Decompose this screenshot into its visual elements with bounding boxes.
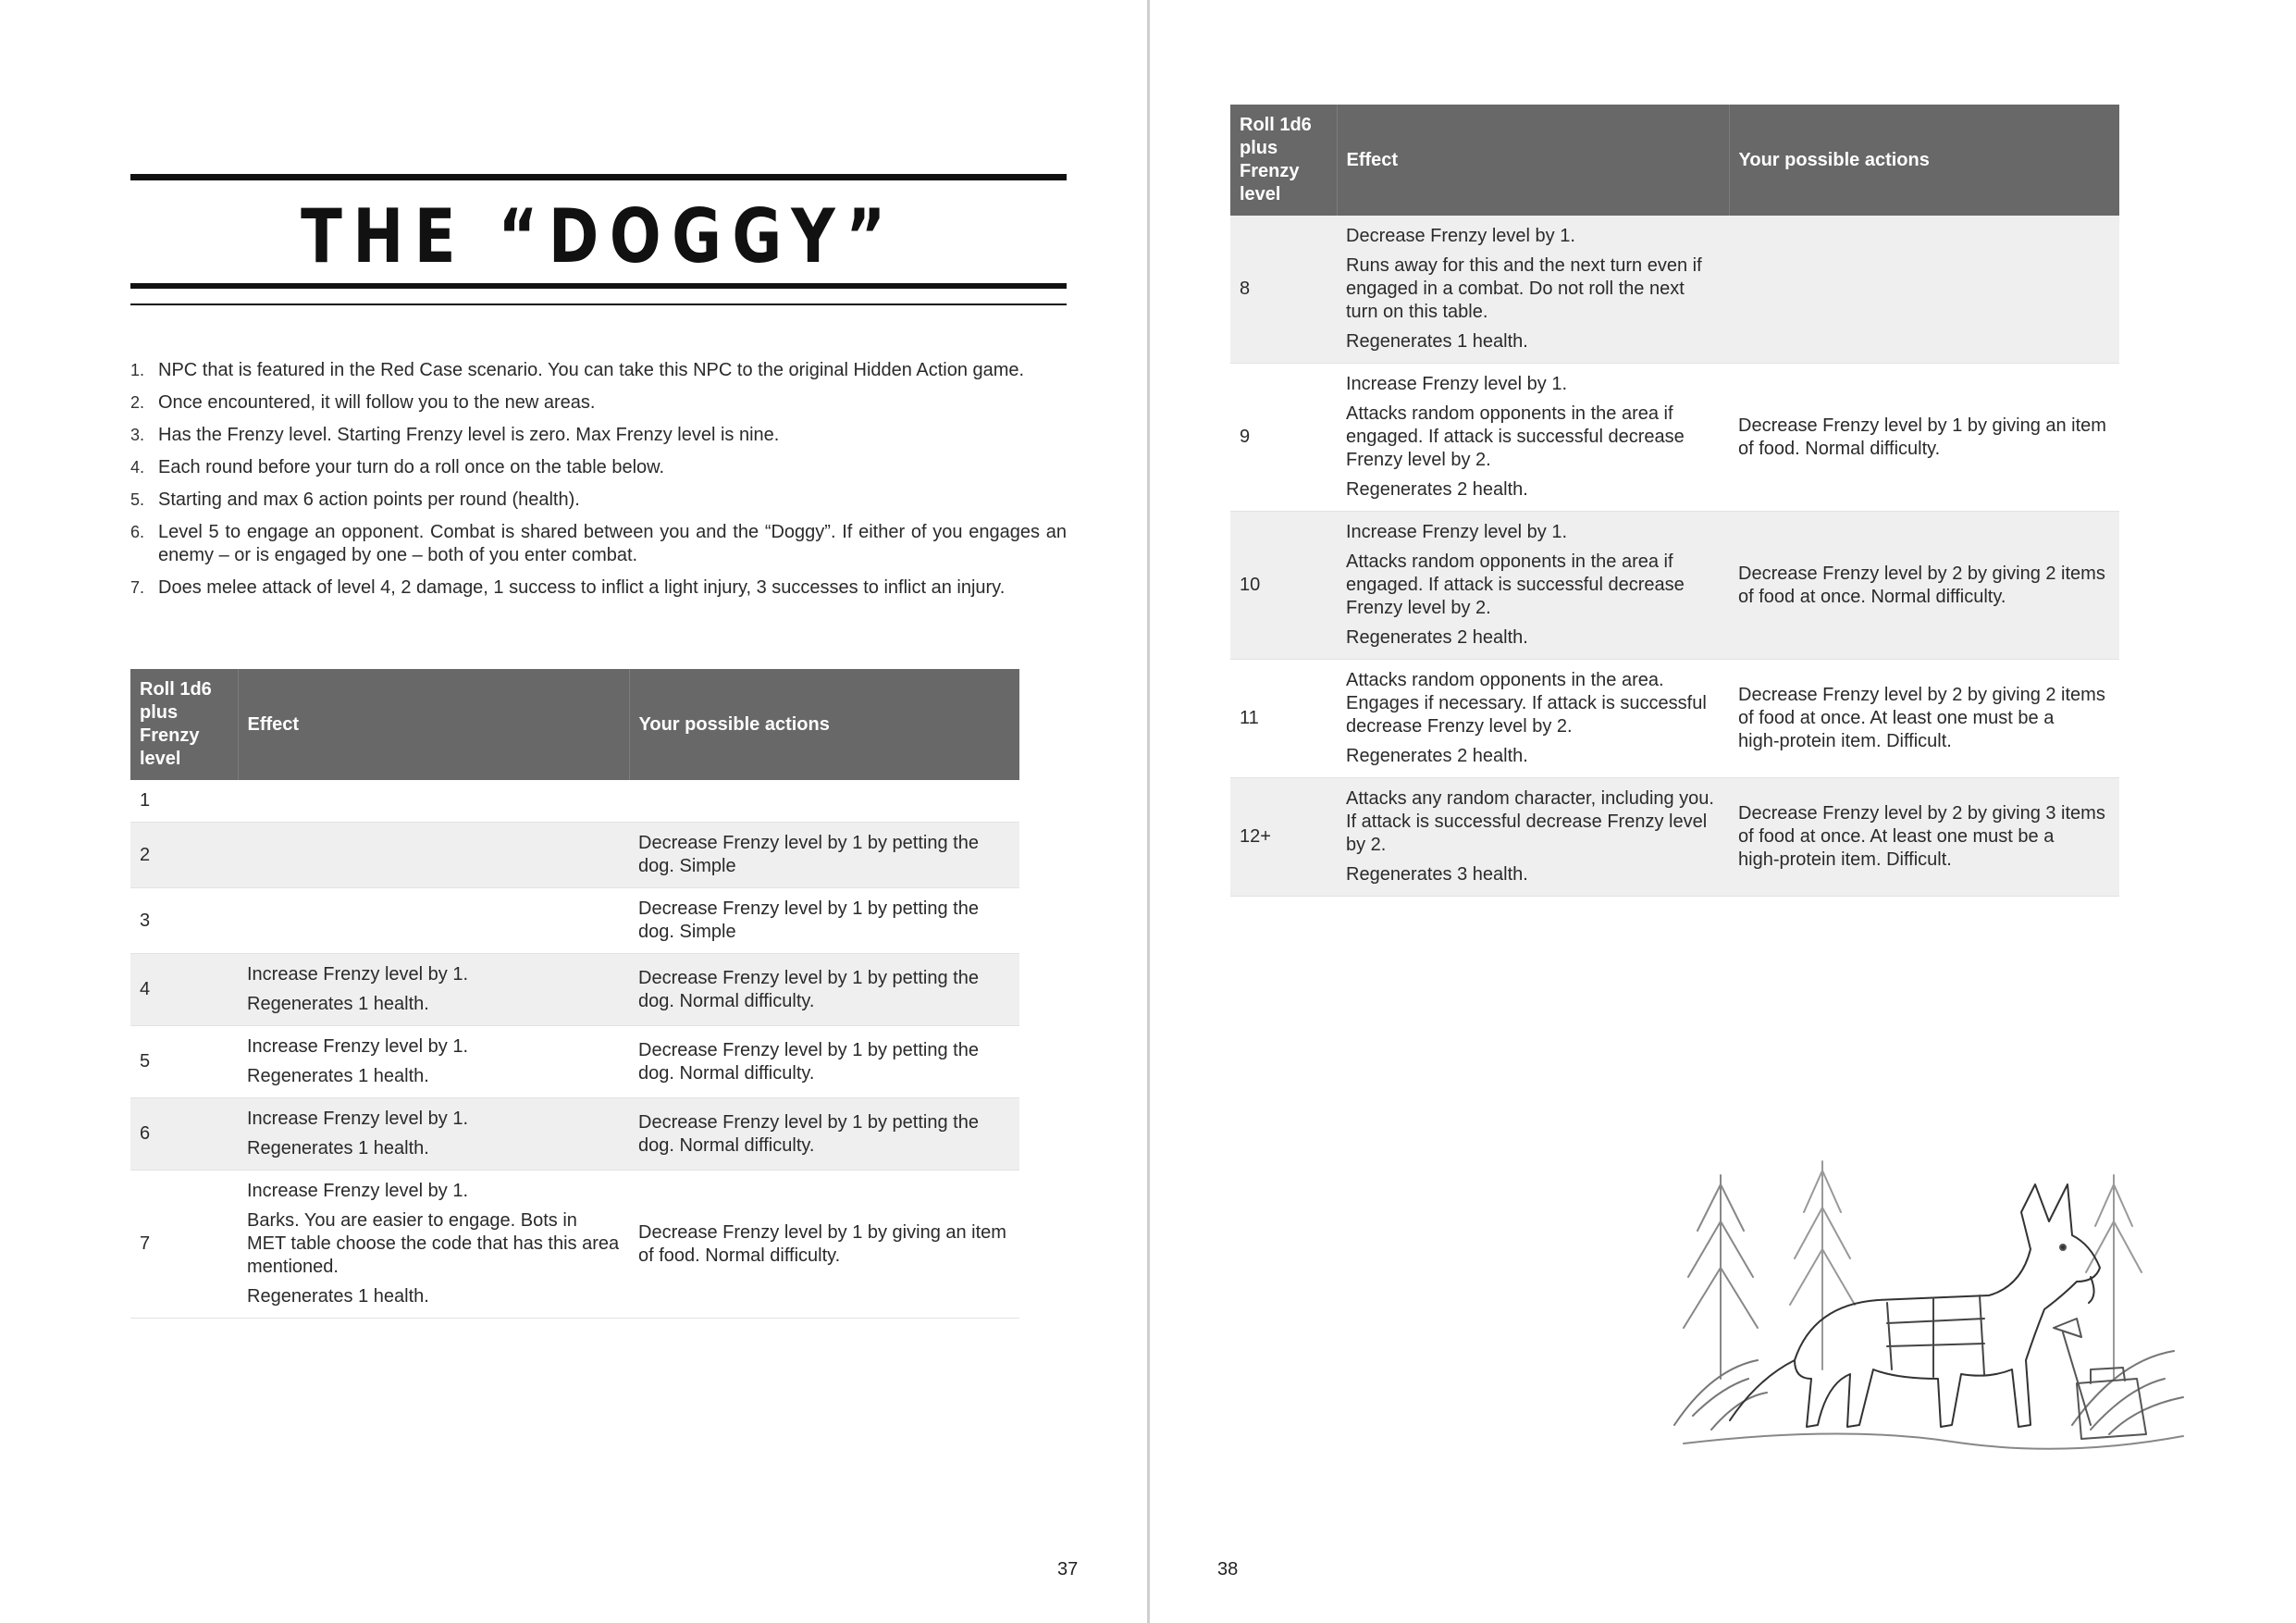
cell-roll: 5 <box>130 1026 238 1098</box>
cell-actions: Decrease Frenzy level by 2 by giving 3 items of food at once. At least one must be a high‑protein item. Difficult. <box>1729 778 2119 897</box>
effect-line: Increase Frenzy level by 1. <box>1346 374 1567 394</box>
cell-actions: Decrease Frenzy level by 1 by petting the dog. Simple <box>629 823 1019 888</box>
cell-roll: 9 <box>1230 364 1337 512</box>
effect-line: Regenerates 3 health. <box>1346 864 1528 885</box>
rule-number: 6. <box>130 523 145 541</box>
cell-effect <box>1337 512 1729 660</box>
table-row <box>1230 216 2119 364</box>
effect-line: Regenerates 2 health. <box>1346 746 1528 766</box>
effect-line: Increase Frenzy level by 1. <box>247 1036 468 1057</box>
rule-item <box>130 489 1067 512</box>
effect-line: Regenerates 2 health. <box>1346 479 1528 500</box>
rules-list <box>130 359 1067 609</box>
cell-roll: 2 <box>130 823 238 888</box>
header-effect: Effect <box>238 669 629 780</box>
cell-actions <box>629 780 1019 823</box>
rule-item <box>130 456 1067 479</box>
cell-effect <box>238 1171 629 1319</box>
rule-text: Does melee attack of level 4, 2 damage, 1 success to inflict a light injury, 3 successes to inflict an injury. <box>158 577 1006 598</box>
effect-line: Regenerates 1 health. <box>247 994 429 1014</box>
rule-text: Level 5 to engage an opponent. Combat is shared between you and the “Doggy”. If either of you engages an enemy – or is engaged by one – both of you enter combat. <box>158 522 1067 565</box>
effect-line: Attacks random opponents in the area. Engages if necessary. If attack is successful decrease Frenzy level by 2. <box>1346 670 1707 737</box>
title-rule-bottom <box>130 283 1067 289</box>
cell-effect <box>1337 216 1729 364</box>
table-row <box>130 823 1019 888</box>
rule-number: 2. <box>130 393 145 412</box>
rule-number: 3. <box>130 426 145 444</box>
effect-line: Regenerates 1 health. <box>247 1286 429 1307</box>
effect-line: Regenerates 2 health. <box>1346 627 1528 648</box>
cell-effect <box>1337 778 1729 897</box>
cell-effect <box>1337 364 1729 512</box>
german-shepherd-dog-drawing-icon <box>1656 1147 2202 1462</box>
cell-effect <box>238 1098 629 1171</box>
rule-number: 5. <box>130 490 145 509</box>
cell-roll: 7 <box>130 1171 238 1319</box>
table-row <box>130 888 1019 954</box>
rule-item <box>130 521 1067 567</box>
cell-effect <box>238 954 629 1026</box>
frenzy-table-left <box>130 669 1019 1319</box>
header-actions: Your possible actions <box>1729 105 2119 216</box>
table-header-row <box>130 669 1019 780</box>
table-header-row <box>1230 105 2119 216</box>
effect-line: Runs away for this and the next turn even if engaged in a combat. Do not roll the next turn on this table. <box>1346 255 1702 322</box>
cell-actions: Decrease Frenzy level by 2 by giving 2 items of food at once. Normal difficulty. <box>1729 512 2119 660</box>
rule-number: 4. <box>130 458 145 477</box>
rule-number: 7. <box>130 578 145 597</box>
table-row <box>1230 778 2119 897</box>
cell-effect <box>238 888 629 954</box>
page-number-right: 38 <box>1217 1559 1239 1580</box>
cell-effect <box>238 1026 629 1098</box>
table-row <box>1230 660 2119 778</box>
cell-effect <box>238 780 629 823</box>
effect-line: Regenerates 1 health. <box>247 1066 429 1086</box>
effect-line: Attacks any random character, including you. If attack is successful decrease Frenzy level by 2. <box>1346 788 1714 855</box>
table-row <box>130 1098 1019 1171</box>
cell-roll: 1 <box>130 780 238 823</box>
header-actions: Your possible actions <box>629 669 1019 780</box>
effect-line: Increase Frenzy level by 1. <box>247 1109 468 1129</box>
left-page <box>0 0 1147 1623</box>
rule-text: Has the Frenzy level. Starting Frenzy level is zero. Max Frenzy level is nine. <box>158 425 780 445</box>
header-roll: Roll 1d6 plus Frenzy level <box>1230 105 1337 216</box>
cell-roll: 12+ <box>1230 778 1337 897</box>
frenzy-table-right <box>1230 105 2119 897</box>
cell-actions: Decrease Frenzy level by 1 by giving an item of food. Normal difficulty. <box>629 1171 1019 1319</box>
cell-effect <box>238 823 629 888</box>
header-effect: Effect <box>1337 105 1729 216</box>
rule-number: 1. <box>130 361 145 379</box>
cell-actions: Decrease Frenzy level by 1 by giving an item of food. Normal difficulty. <box>1729 364 2119 512</box>
rule-text: Starting and max 6 action points per round (health). <box>158 489 580 510</box>
cell-roll: 11 <box>1230 660 1337 778</box>
table-row <box>1230 512 2119 660</box>
table-row <box>130 780 1019 823</box>
cell-actions: Decrease Frenzy level by 1 by petting the dog. Simple <box>629 888 1019 954</box>
rule-item <box>130 576 1067 600</box>
effect-line: Attacks random opponents in the area if engaged. If attack is successful decrease Frenzy level by 2. <box>1346 403 1685 470</box>
title-rule-thin <box>130 304 1067 305</box>
table-row <box>130 1026 1019 1098</box>
rule-item <box>130 391 1067 415</box>
rule-text: Each round before your turn do a roll once on the table below. <box>158 457 665 477</box>
cell-roll: 10 <box>1230 512 1337 660</box>
effect-line: Increase Frenzy level by 1. <box>247 964 468 985</box>
table-row <box>130 1171 1019 1319</box>
rule-item <box>130 424 1067 447</box>
title-rule-top <box>130 174 1067 180</box>
page-number-left: 37 <box>1057 1559 1079 1580</box>
table-row <box>1230 364 2119 512</box>
rule-item <box>130 359 1067 382</box>
cell-actions: Decrease Frenzy level by 1 by petting the dog. Normal difficulty. <box>629 954 1019 1026</box>
page-title: THE “DOGGY” <box>301 193 896 279</box>
effect-line: Increase Frenzy level by 1. <box>247 1181 468 1201</box>
header-roll: Roll 1d6 plus Frenzy level <box>130 669 238 780</box>
effect-line: Regenerates 1 health. <box>1346 331 1528 352</box>
rule-text: Once encountered, it will follow you to the new areas. <box>158 392 596 413</box>
cell-actions <box>1729 216 2119 364</box>
table-row <box>130 954 1019 1026</box>
cell-actions: Decrease Frenzy level by 1 by petting the dog. Normal difficulty. <box>629 1026 1019 1098</box>
effect-line: Increase Frenzy level by 1. <box>1346 522 1567 542</box>
cell-roll: 8 <box>1230 216 1337 364</box>
effect-line: Decrease Frenzy level by 1. <box>1346 226 1575 246</box>
effect-line: Attacks random opponents in the area if engaged. If attack is successful decrease Frenzy level by 2. <box>1346 551 1685 618</box>
cell-effect <box>1337 660 1729 778</box>
effect-line: Barks. You are easier to engage. Bots in MET table choose the code that has this area mentioned. <box>247 1210 620 1277</box>
effect-line: Regenerates 1 health. <box>247 1138 429 1158</box>
cell-roll: 4 <box>130 954 238 1026</box>
cell-actions: Decrease Frenzy level by 2 by giving 2 items of food at once. At least one must be a high‑protein item. Difficult. <box>1729 660 2119 778</box>
rule-text: NPC that is featured in the Red Case scenario. You can take this NPC to the original Hidden Action game. <box>158 360 1025 380</box>
cell-roll: 6 <box>130 1098 238 1171</box>
cell-actions: Decrease Frenzy level by 1 by petting the dog. Normal difficulty. <box>629 1098 1019 1171</box>
cell-roll: 3 <box>130 888 238 954</box>
